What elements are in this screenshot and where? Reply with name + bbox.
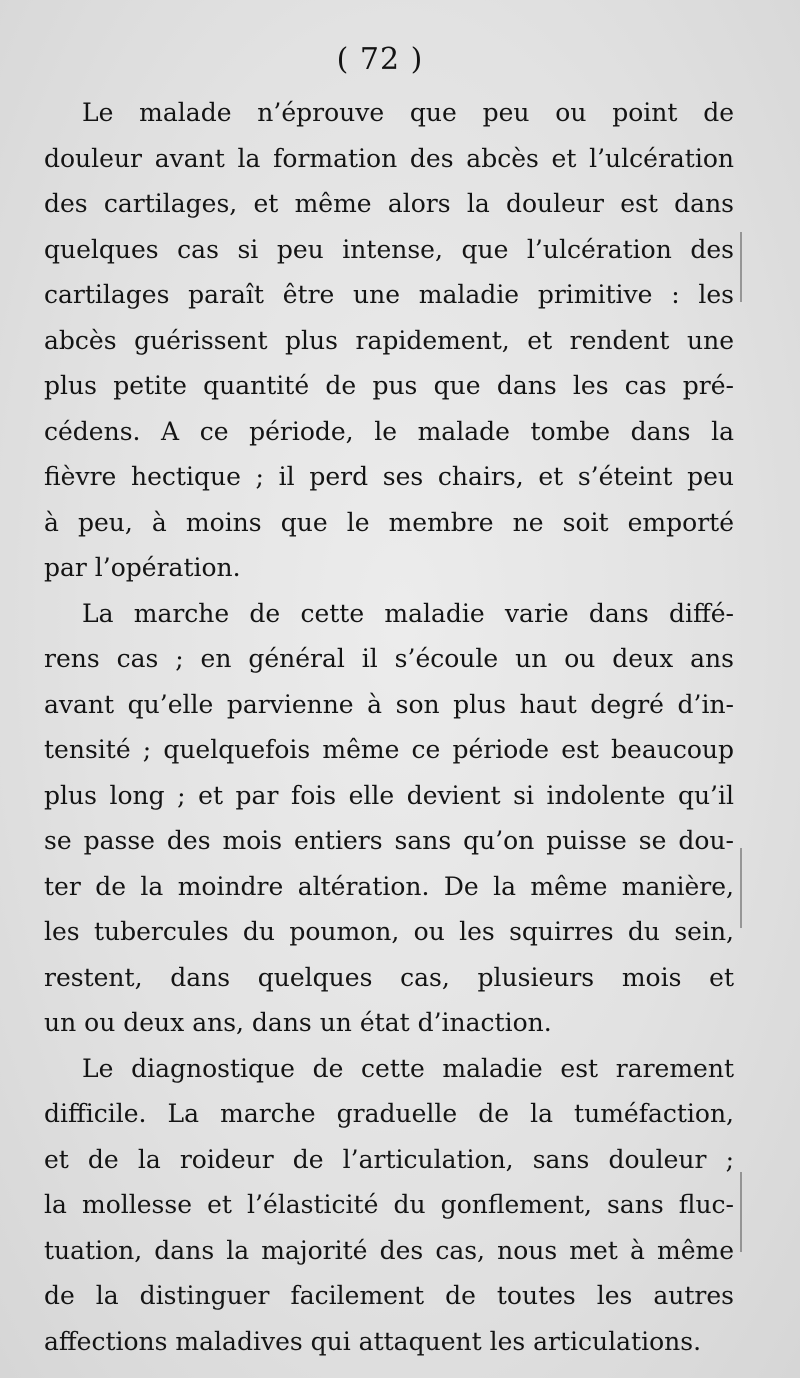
body-text — [44, 90, 734, 1364]
paragraph-1-line-3: des cartilages, et même alors la douleur est dans — [44, 189, 734, 218]
paragraph-1-line-7: plus petite quantité de pus que dans les cas pré- — [44, 371, 734, 400]
paragraph-1-line-10: à peu, à moins que le membre ne soit emporté — [44, 507, 734, 537]
paragraph-1-line-9: fièvre hectique ; il perd ses chairs, et s’éteint peu — [44, 462, 734, 491]
paragraph-2-line-6: se passe des mois entiers sans qu’on puisse se dou- — [44, 826, 734, 855]
paragraph-2-line-10: un ou deux ans, dans un état d’inaction. — [44, 1008, 552, 1037]
margin-mark-bottom — [740, 1172, 742, 1252]
paragraph-1-line-8: cédens. A ce période, le malade tombe dans la — [44, 416, 734, 446]
paragraph-2-line-3: avant qu’elle parvienne à son plus haut degré d’in- — [44, 689, 734, 719]
paragraph-3-line-6: de la distinguer facilement de toutes les autres — [44, 1281, 734, 1310]
paragraph-2-line-7: ter de la moindre altération. De la même manière, — [44, 871, 734, 901]
paragraph-2-line-2: rens cas ; en général il s’écoule un ou deux ans — [44, 644, 734, 673]
paragraph-1-line-4: quelques cas si peu intense, que l’ulcération des — [44, 234, 734, 264]
paragraph-3-line-7: affections maladives qui attaquent les articulations. — [44, 1326, 702, 1356]
paragraph-2-line-9: restent, dans quelques cas, plusieurs mois et — [44, 962, 734, 992]
paragraph-1-line-5: cartilages paraît être une maladie primitive : les — [44, 280, 734, 309]
paragraph-3-line-2: difficile. La marche graduelle de la tuméfaction, — [44, 1099, 734, 1128]
paragraph-2-line-5: plus long ; et par fois elle devient si indolente qu’il — [44, 780, 734, 810]
paragraph-1-line-2: douleur avant la formation des abcès et l’ulcération — [44, 143, 734, 173]
paragraph-1-line-1: Le malade n’éprouve que peu ou point de — [82, 98, 734, 127]
paragraph-2-line-1: La marche de cette maladie varie dans diffé- — [82, 598, 734, 628]
paragraph-1-line-11: par l’opération. — [44, 553, 241, 582]
paragraph-1-line-6: abcès guérissent plus rapidement, et rendent une — [44, 325, 734, 355]
paragraph-3-line-3: et de la roideur de l’articulation, sans douleur ; — [44, 1144, 734, 1174]
paragraph-2-line-4: tensité ; quelquefois même ce période est beaucoup — [44, 735, 734, 764]
margin-mark-top — [740, 232, 742, 302]
paragraph-2-line-8: les tubercules du poumon, ou les squirres du sein, — [44, 917, 734, 946]
paragraph-3-line-5: tuation, dans la majorité des cas, nous met à même — [44, 1235, 734, 1265]
paragraph-3-line-4: la mollesse et l’élasticité du gonflement, sans fluc- — [44, 1190, 734, 1219]
page-number: ( 72 ) — [336, 42, 424, 77]
margin-mark-middle — [740, 848, 742, 928]
paragraph-3-line-1: Le diagnostique de cette maladie est rarement — [82, 1053, 734, 1083]
